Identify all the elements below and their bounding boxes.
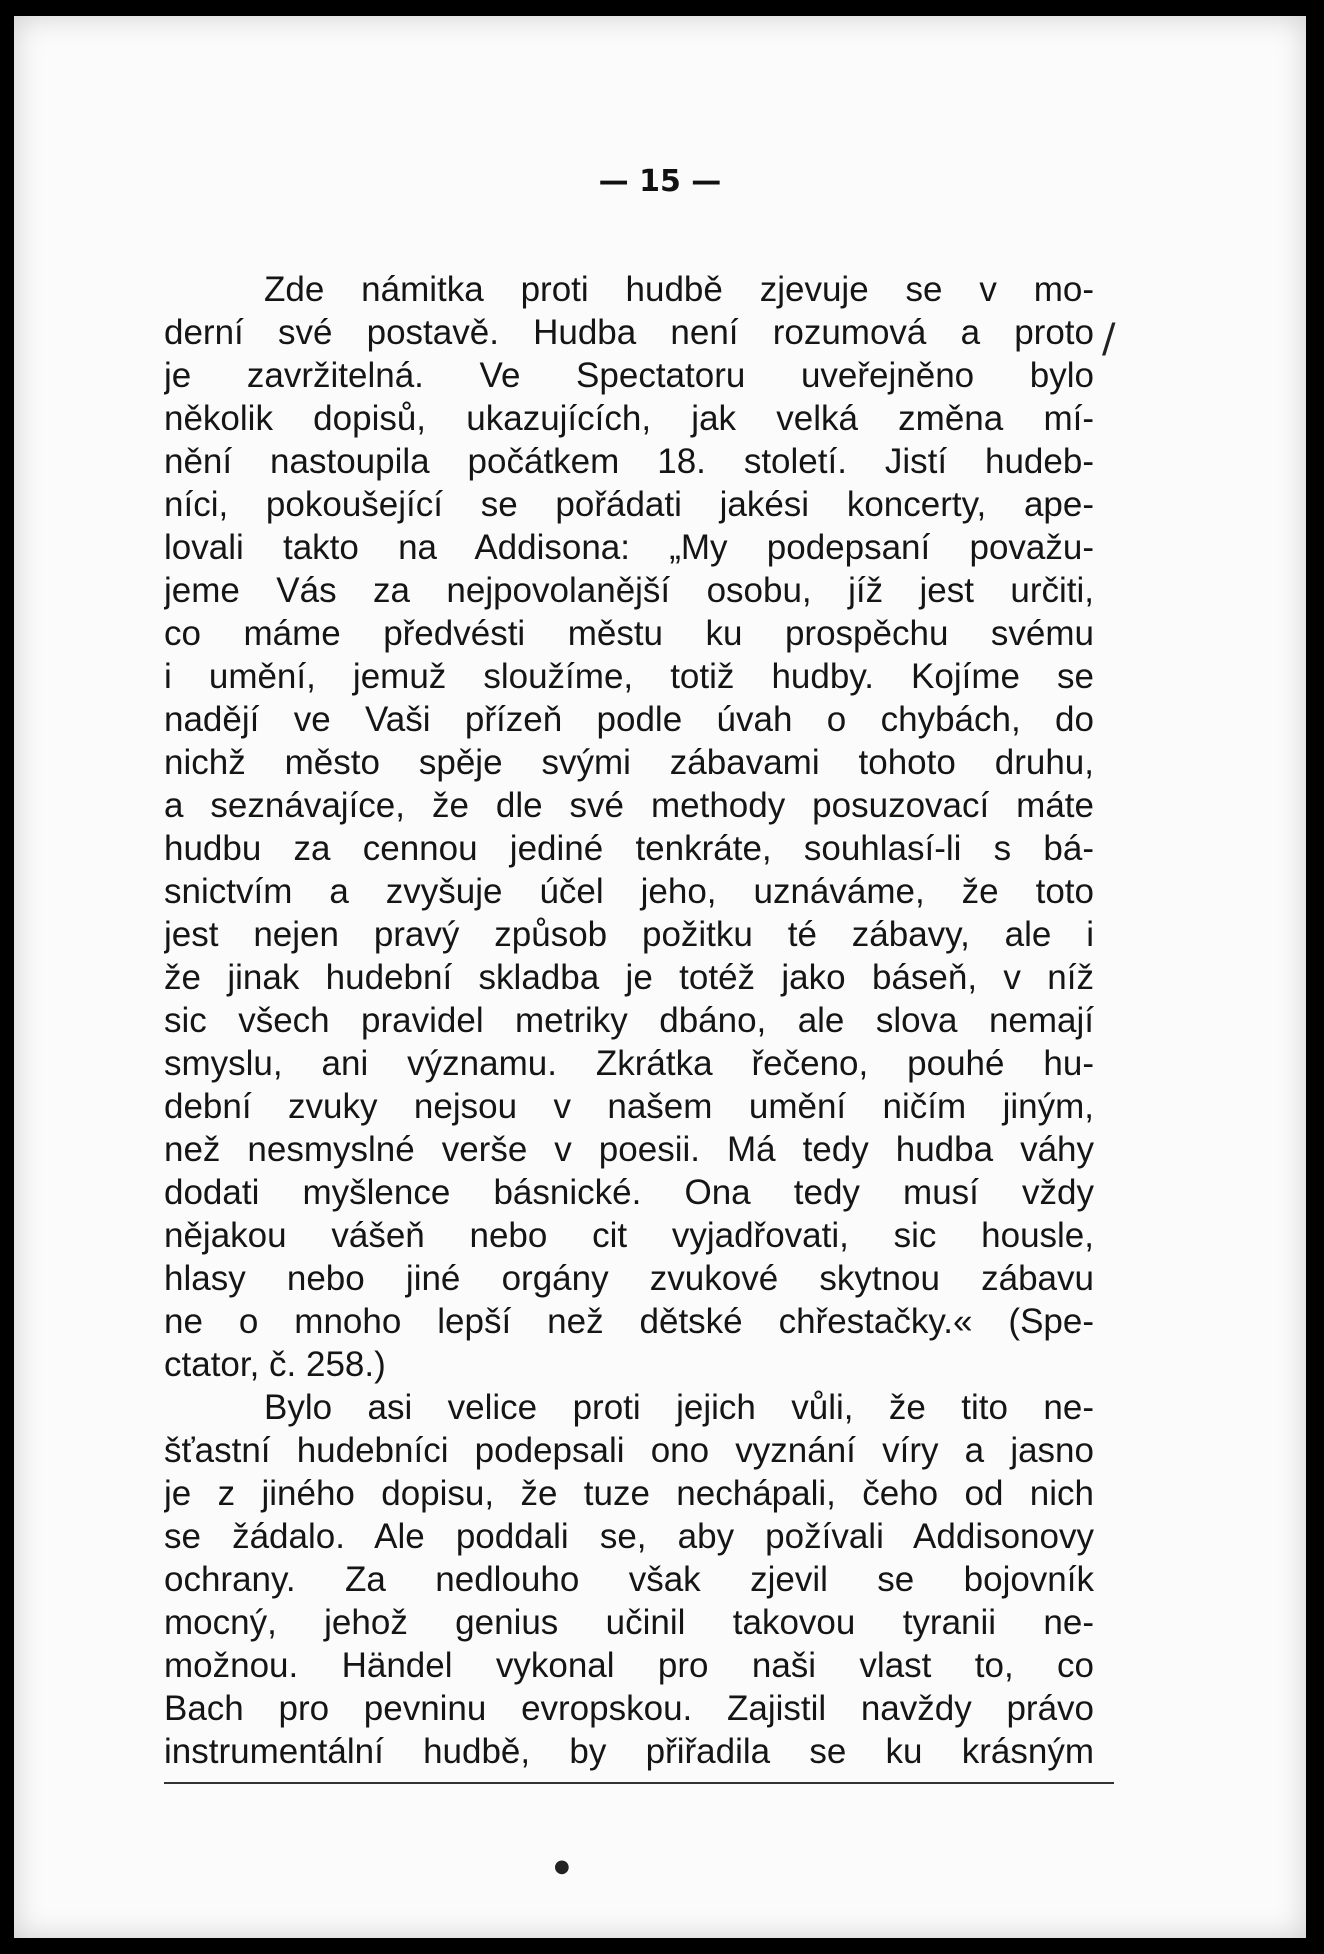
- text-line: nadějí ve Vaši přízeň podle úvah o chybách, do: [164, 700, 1094, 739]
- page-number: — 15 —: [598, 164, 722, 199]
- text-line: Bach pro pevninu evropskou. Zajistil navždy právo: [164, 1689, 1094, 1728]
- text-line: Zde námitka proti hudbě zjevuje se v mo-: [264, 270, 1094, 309]
- text-line: ctator, č. 258.): [164, 1345, 386, 1384]
- margin-dot-mark: ●: [554, 1856, 570, 1877]
- text-line: instrumentální hudbě, by přiřadila se ku krásným: [164, 1732, 1094, 1771]
- text-line: možnou. Händel vykonal pro naši vlast to, co: [164, 1646, 1094, 1685]
- text-line: i umění, jemuž sloužíme, totiž hudby. Kojíme se: [164, 657, 1094, 696]
- text-line: že jinak hudební skladba je totéž jako báseň, v níž: [164, 958, 1094, 997]
- margin-pencil-mark: /: [1102, 316, 1116, 362]
- text-line: jeme Vás za nejpovolanější osobu, jíž jest určiti,: [164, 571, 1094, 610]
- text-line: ne o mnoho lepší než dětské chřestačky.« (Spe-: [164, 1302, 1094, 1341]
- text-line: dodati myšlence básnické. Ona tedy musí vždy: [164, 1173, 1094, 1212]
- text-line: mocný, jehož genius učinil takovou tyranii ne-: [164, 1603, 1094, 1642]
- text-line: než nesmyslné verše v poesii. Má tedy hudba váhy: [164, 1130, 1094, 1169]
- text-line: několik dopisů, ukazujících, jak velká změna mí-: [164, 399, 1094, 438]
- text-line: nichž město spěje svými zábavami tohoto druhu,: [164, 743, 1094, 782]
- text-line: smyslu, ani významu. Zkrátka řečeno, pouhé hu-: [164, 1044, 1094, 1083]
- text-line: je z jiného dopisu, že tuze nechápali, čeho od nich: [164, 1474, 1094, 1513]
- text-line: Bylo asi velice proti jejich vůli, že tito ne-: [264, 1388, 1094, 1427]
- body-text: [164, 268, 1094, 1773]
- text-line: hudbu za cennou jediné tenkráte, souhlasí-li s bá-: [164, 829, 1094, 868]
- text-line: a seznávajíce, že dle své methody posuzovací máte: [164, 786, 1094, 825]
- text-line: co máme předvésti městu ku prospěchu svému: [164, 614, 1094, 653]
- text-line: nění nastoupila počátkem 18. století. Jistí hudeb-: [164, 442, 1094, 481]
- text-line: derní své postavě. Hudba není rozumová a proto: [164, 313, 1094, 352]
- text-line: nějakou vášeň nebo cit vyjadřovati, sic housle,: [164, 1216, 1094, 1255]
- text-line: je zavržitelná. Ve Spectatoru uveřejněno bylo: [164, 356, 1094, 395]
- text-line: dební zvuky nejsou v našem umění ničím jiným,: [164, 1087, 1094, 1126]
- book-page: [14, 16, 1306, 1938]
- pencil-underline-mark: [164, 1782, 1114, 1784]
- text-line: ochrany. Za nedlouho však zjevil se bojovník: [164, 1560, 1094, 1599]
- text-line: hlasy nebo jiné orgány zvukové skytnou zábavu: [164, 1259, 1094, 1298]
- text-line: jest nejen pravý způsob požitku té zábavy, ale i: [164, 915, 1094, 954]
- text-line: lovali takto na Addisona: „My podepsaní považu-: [164, 528, 1094, 567]
- text-line: snictvím a zvyšuje účel jeho, uznáváme, že toto: [164, 872, 1094, 911]
- text-line: sic všech pravidel metriky dbáno, ale slova nemají: [164, 1001, 1094, 1040]
- text-line: se žádalo. Ale poddali se, aby požívali Addisonovy: [164, 1517, 1094, 1556]
- text-line: níci, pokoušející se pořádati jakési koncerty, ape-: [164, 485, 1094, 524]
- text-line: šťastní hudebníci podepsali ono vyznání víry a jasno: [164, 1431, 1094, 1470]
